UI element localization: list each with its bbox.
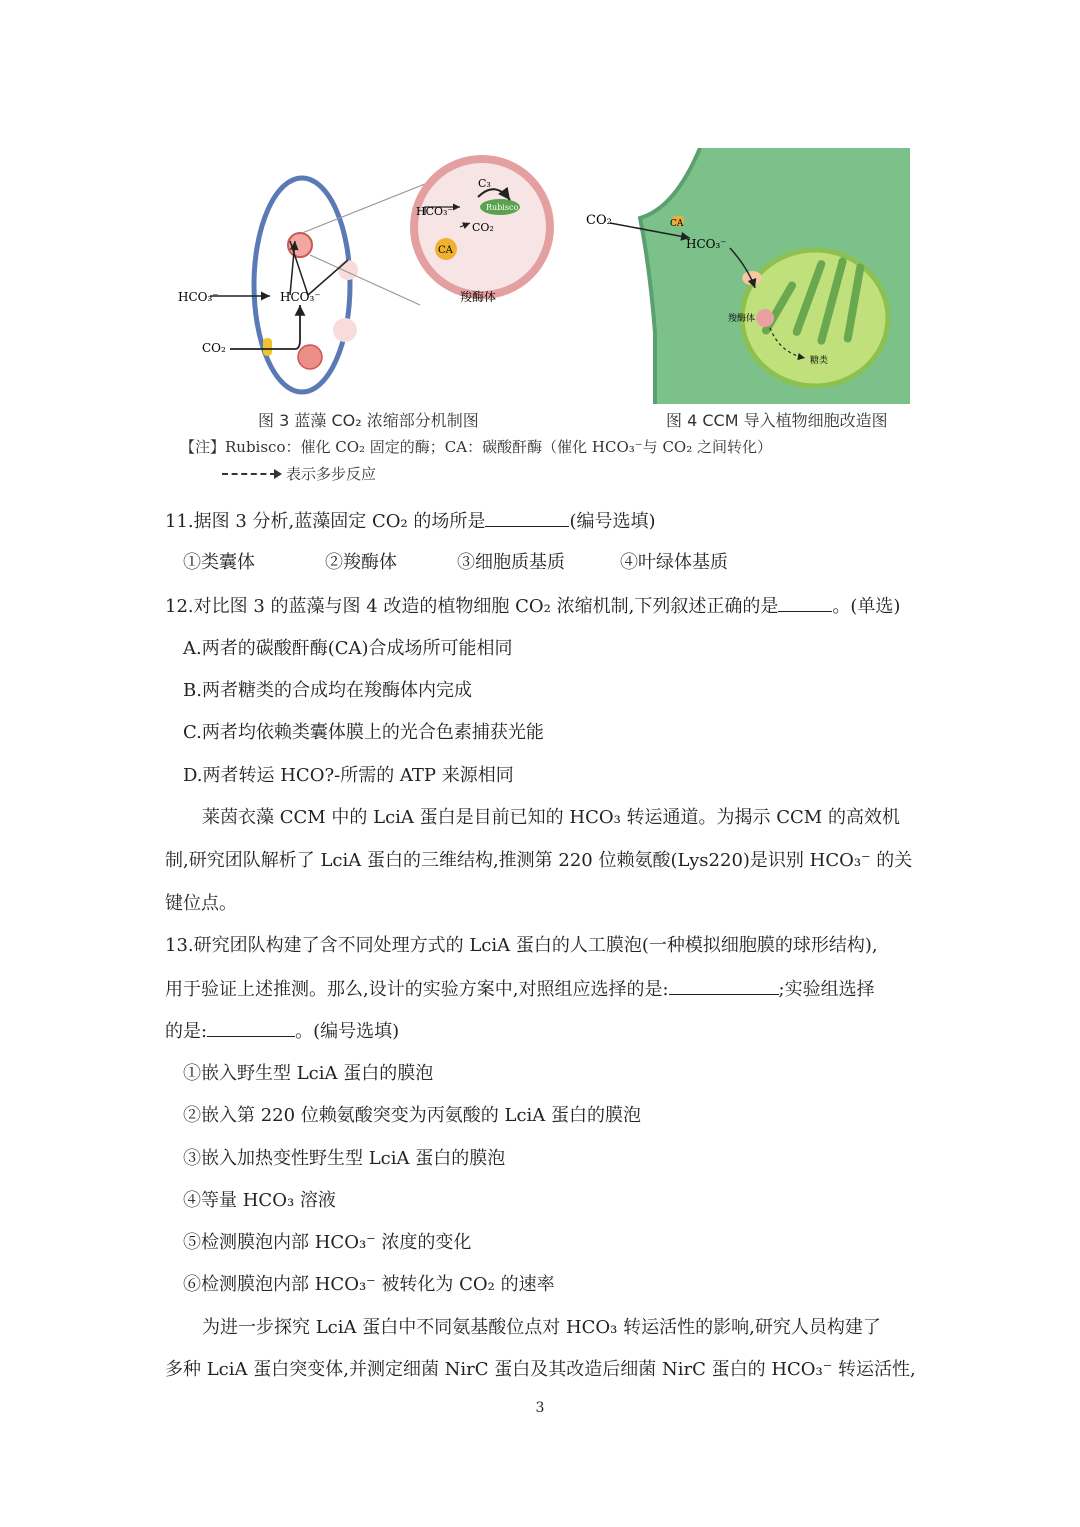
carboxysome-lower <box>298 345 322 369</box>
question-13-option-1: ①嵌入野生型 LciA 蛋白的膜泡 <box>183 1063 434 1084</box>
question-11-option-4: ④叶绿体基质 <box>620 552 728 573</box>
transporter <box>742 271 762 285</box>
figure-note: 【注】Rubisco：催化 CO₂ 固定的酶；CA：碳酸酐酶（催化 HCO₃⁻与 CO₂ 之间转化） <box>180 438 772 456</box>
paragraph-2-line-1: 为进一步探究 LciA 蛋白中不同氨基酸位点对 HCO₃ 转运活性的影响,研究人员构建了 <box>202 1317 881 1338</box>
question-13-option-2: ②嵌入第 220 位赖氨酸突变为丙氨酸的 LciA 蛋白的膜泡 <box>183 1105 642 1126</box>
fig3-co2-zoom: CO₂ <box>472 221 494 234</box>
question-11-option-2: ②羧酶体 <box>325 552 397 573</box>
fig3-hco3-outside: HCO₃⁻ <box>178 290 219 304</box>
fig3-hco3-inside: HCO₃⁻ <box>280 290 321 304</box>
question-13-option-4: ④等量 HCO₃ 溶液 <box>183 1190 336 1211</box>
fig4-hco3: HCO₃⁻ <box>686 237 727 251</box>
paragraph-1-line-3: 键位点。 <box>165 893 237 914</box>
question-13-option-3: ③嵌入加热变性野生型 LciA 蛋白的膜泡 <box>183 1148 506 1169</box>
question-11-option-1: ①类囊体 <box>183 552 255 573</box>
question-13-option-6: ⑥检测膜泡内部 HCO₃⁻ 被转化为 CO₂ 的速率 <box>183 1274 555 1295</box>
fig3-ca: CA <box>438 245 453 256</box>
fig3-co2: CO₂ <box>202 341 226 355</box>
control-group-blank[interactable] <box>669 976 779 995</box>
question-13-line-3: 的是: 。(编号选填) <box>165 1018 399 1045</box>
paragraph-2-line-2: 多种 LciA 蛋白突变体,并测定细菌 NirC 蛋白及其改造后细菌 NirC 蛋白的 HCO₃⁻ 转运活性, <box>165 1359 916 1380</box>
answer-blank[interactable] <box>485 508 569 527</box>
paragraph-1-line-2: 制,研究团队解析了 LciA 蛋白的三维结构,推测第 220 位赖氨酸(Lys220)是识别 HCO₃⁻ 的关 <box>165 850 913 871</box>
question-13-option-5: ⑤检测膜泡内部 HCO₃⁻ 浓度的变化 <box>183 1232 472 1253</box>
fig3-c3: C₃ <box>478 177 491 190</box>
legend-text: 表示多步反应 <box>286 465 377 483</box>
paragraph-1-line-1: 莱茵衣藻 CCM 中的 LciA 蛋白是目前已知的 HCO₃ 转运通道。为揭示 CCM 的高效机 <box>202 807 900 828</box>
question-11-option-3: ③细胞质基质 <box>457 552 565 573</box>
carboxysome <box>756 309 774 327</box>
fig4-sugar: 糖类 <box>810 356 829 366</box>
membrane-transporter <box>263 338 272 356</box>
answer-blank[interactable] <box>778 593 832 612</box>
experimental-group-blank[interactable] <box>207 1018 295 1037</box>
question-12-option-d: D.两者转运 HCO?-所需的 ATP 来源相同 <box>183 765 514 786</box>
dashed-arrow-icon <box>222 473 276 475</box>
question-12-option-a: A.两者的碳酸酐酶(CA)合成场所可能相同 <box>183 638 513 659</box>
carboxysome-faint-2 <box>333 318 357 342</box>
figure-note-legend <box>222 463 376 484</box>
fig4-carboxysome-label: 羧酶体 <box>728 314 756 324</box>
fig4-ca: CA <box>670 219 684 229</box>
figure-4-caption: 图 4 CCM 导入植物细胞改造图 <box>666 411 888 430</box>
question-13-line-2: 用于验证上述推测。那么,设计的实验方案中,对照组应选择的是: ;实验组选择 <box>165 976 875 1003</box>
figure-3-cyanobacteria-diagram <box>170 145 560 435</box>
question-12-stem: 12.对比图 3 的蓝藻与图 4 改造的植物细胞 CO₂ 浓缩机制,下列叙述正确的是 。(单选) <box>165 593 900 620</box>
fig3-hco3-zoom: HCO₃⁻ <box>416 205 454 218</box>
figure-3-caption: 图 3 蓝藻 CO₂ 浓缩部分机制图 <box>258 411 479 430</box>
fig3-rubisco: Rubisco <box>486 203 519 212</box>
question-12-option-b: B.两者糖类的合成均在羧酶体内完成 <box>183 680 472 701</box>
question-12-option-c: C.两者均依赖类囊体膜上的光合色素捕获光能 <box>183 722 544 743</box>
fig4-co2: CO₂ <box>586 213 612 228</box>
question-13-line-1: 13.研究团队构建了含不同处理方式的 LciA 蛋白的人工膜泡(一种模拟细胞膜的球形结构), <box>165 935 878 956</box>
carboxysome-faint-1 <box>338 260 358 280</box>
fig3-carboxysome-label: 羧酶体 <box>460 290 497 304</box>
page-number: 3 <box>535 1400 545 1416</box>
figure-4-plant-cell-diagram <box>580 148 910 404</box>
question-11-stem: 11.据图 3 分析,蓝藻固定 CO₂ 的场所是 (编号选填) <box>165 508 655 535</box>
